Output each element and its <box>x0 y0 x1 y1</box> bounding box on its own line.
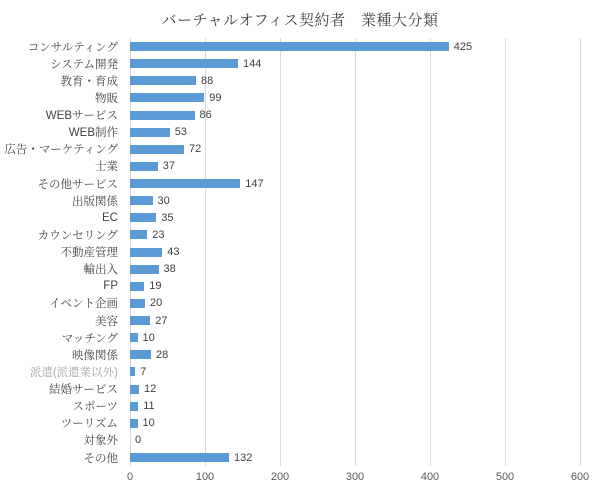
bar-value-label: 10 <box>142 331 155 344</box>
bar-row <box>130 381 600 398</box>
category-row <box>0 312 124 329</box>
category-row <box>0 226 124 243</box>
category-label: スポーツ <box>72 401 118 414</box>
category-row <box>0 107 124 124</box>
x-tick-label: 200 <box>270 471 290 483</box>
category-row <box>0 346 124 363</box>
bar-value-label: 12 <box>144 383 157 396</box>
category-row <box>0 244 124 261</box>
bar-value-label: 86 <box>199 109 212 122</box>
bar-row <box>130 89 600 106</box>
bar-row <box>130 192 600 209</box>
category-row <box>0 89 124 106</box>
bar <box>130 179 240 188</box>
category-row <box>0 432 124 449</box>
category-label: その他 <box>83 452 118 465</box>
bar <box>130 316 150 325</box>
category-row <box>0 141 124 158</box>
bar <box>130 59 238 68</box>
category-label: 美容 <box>95 315 118 328</box>
category-label: 物販 <box>95 92 118 105</box>
category-label: WEBサービス <box>45 110 118 123</box>
bar-row <box>130 415 600 432</box>
bar-row <box>130 72 600 89</box>
bar <box>130 213 156 222</box>
category-label: カウンセリング <box>37 229 118 242</box>
bar <box>130 282 144 291</box>
category-label: 対象外 <box>83 435 118 448</box>
x-tick-label: 400 <box>420 471 440 483</box>
bar <box>130 333 138 342</box>
bar-row <box>130 124 600 141</box>
chart-title: バーチャルオフィス契約者 業種大分類 <box>161 12 439 29</box>
bar-value-label: 132 <box>234 451 253 464</box>
bar <box>130 402 138 411</box>
bar-row <box>130 398 600 415</box>
bar-value-label: 20 <box>150 297 163 310</box>
bar-value-label: 11 <box>143 400 155 413</box>
bar-row <box>130 209 600 226</box>
bar <box>130 93 204 102</box>
bar-value-label: 28 <box>156 348 169 361</box>
bar <box>130 162 158 171</box>
bar-row <box>130 175 600 192</box>
bar-value-label: 147 <box>245 177 264 190</box>
bar-value-label: 30 <box>157 194 170 207</box>
category-row <box>0 398 124 415</box>
bar-row <box>130 261 600 278</box>
bar-row <box>130 107 600 124</box>
category-label: FP <box>103 280 118 293</box>
bar-value-label: 35 <box>161 211 174 224</box>
category-row <box>0 415 124 432</box>
bar-value-label: 19 <box>149 280 162 293</box>
bar-row <box>130 346 600 363</box>
bar-row <box>130 312 600 329</box>
bars-container <box>130 38 600 466</box>
category-label: 広告・マーケティング <box>4 144 118 157</box>
category-row <box>0 55 124 72</box>
category-label: 教育・育成 <box>60 75 118 88</box>
category-axis <box>0 38 124 466</box>
bar <box>130 145 184 154</box>
bar <box>130 42 449 51</box>
bar-value-label: 99 <box>209 91 222 104</box>
category-label: ツーリズム <box>60 418 118 431</box>
x-tick-label: 500 <box>495 471 515 483</box>
category-row <box>0 363 124 380</box>
category-label: 士業 <box>95 161 118 174</box>
category-label: コンサルティング <box>27 41 118 54</box>
category-label: 映像関係 <box>72 349 118 362</box>
bar <box>130 367 135 376</box>
category-label: EC <box>102 211 118 224</box>
category-row <box>0 38 124 55</box>
bar <box>130 350 151 359</box>
bar-value-label: 27 <box>155 314 168 327</box>
bar <box>130 111 195 120</box>
x-tick-label: 0 <box>126 471 134 483</box>
bar <box>130 128 170 137</box>
bar-value-label: 425 <box>453 40 473 53</box>
bar-row <box>130 38 600 55</box>
category-label: その他サービス <box>37 178 118 191</box>
category-row <box>0 381 124 398</box>
bar <box>130 265 159 274</box>
category-row <box>0 175 124 192</box>
bar-value-label: 7 <box>140 365 147 378</box>
x-axis <box>0 471 600 487</box>
bar-row <box>130 244 600 261</box>
bar-value-label: 38 <box>163 263 176 276</box>
bar-value-label: 144 <box>243 57 262 70</box>
bar-value-label: 53 <box>174 126 187 139</box>
bar-row <box>130 295 600 312</box>
category-row <box>0 278 124 295</box>
category-label: マッチング <box>61 332 118 345</box>
bar-value-label: 88 <box>201 74 214 87</box>
bar-row <box>130 363 600 380</box>
bar <box>130 76 196 85</box>
bar-value-label: 10 <box>142 417 155 430</box>
x-tick-label: 300 <box>345 471 365 483</box>
bar-value-label: 37 <box>162 160 175 173</box>
category-row <box>0 209 124 226</box>
bar-row <box>130 55 600 72</box>
bar-row <box>130 449 600 466</box>
category-label: 派遣(派遣業以外) <box>29 366 118 379</box>
bar-value-label: 23 <box>152 228 165 241</box>
category-row <box>0 449 124 466</box>
bar-row <box>130 226 600 243</box>
category-label: 結婚サービス <box>49 384 118 397</box>
bar <box>130 248 162 257</box>
category-label: システム開発 <box>50 58 118 71</box>
bar-row <box>130 158 600 175</box>
category-label: 不動産管理 <box>60 247 118 260</box>
category-row <box>0 295 124 312</box>
bar <box>130 385 139 394</box>
bar-row <box>130 141 600 158</box>
category-label: 輸出入 <box>83 264 118 277</box>
bar-value-label: 72 <box>189 143 202 156</box>
bar <box>130 453 229 462</box>
category-row <box>0 192 124 209</box>
category-row <box>0 124 124 141</box>
category-row <box>0 261 124 278</box>
category-row <box>0 72 124 89</box>
x-tick-label: 600 <box>570 471 590 483</box>
bar-row <box>130 432 600 449</box>
category-label: 出版関係 <box>72 195 118 208</box>
bar <box>130 230 147 239</box>
bar <box>130 196 153 205</box>
category-row <box>0 158 124 175</box>
category-row <box>0 329 124 346</box>
bar-value-label: 43 <box>167 246 180 259</box>
bar-value-label: 0 <box>135 434 142 447</box>
bar-row <box>130 329 600 346</box>
bar-row <box>130 278 600 295</box>
x-tick-label: 100 <box>195 471 215 483</box>
bar <box>130 419 138 428</box>
category-label: WEB制作 <box>68 127 118 140</box>
category-label: イベント企画 <box>49 298 118 311</box>
bar <box>130 299 145 308</box>
